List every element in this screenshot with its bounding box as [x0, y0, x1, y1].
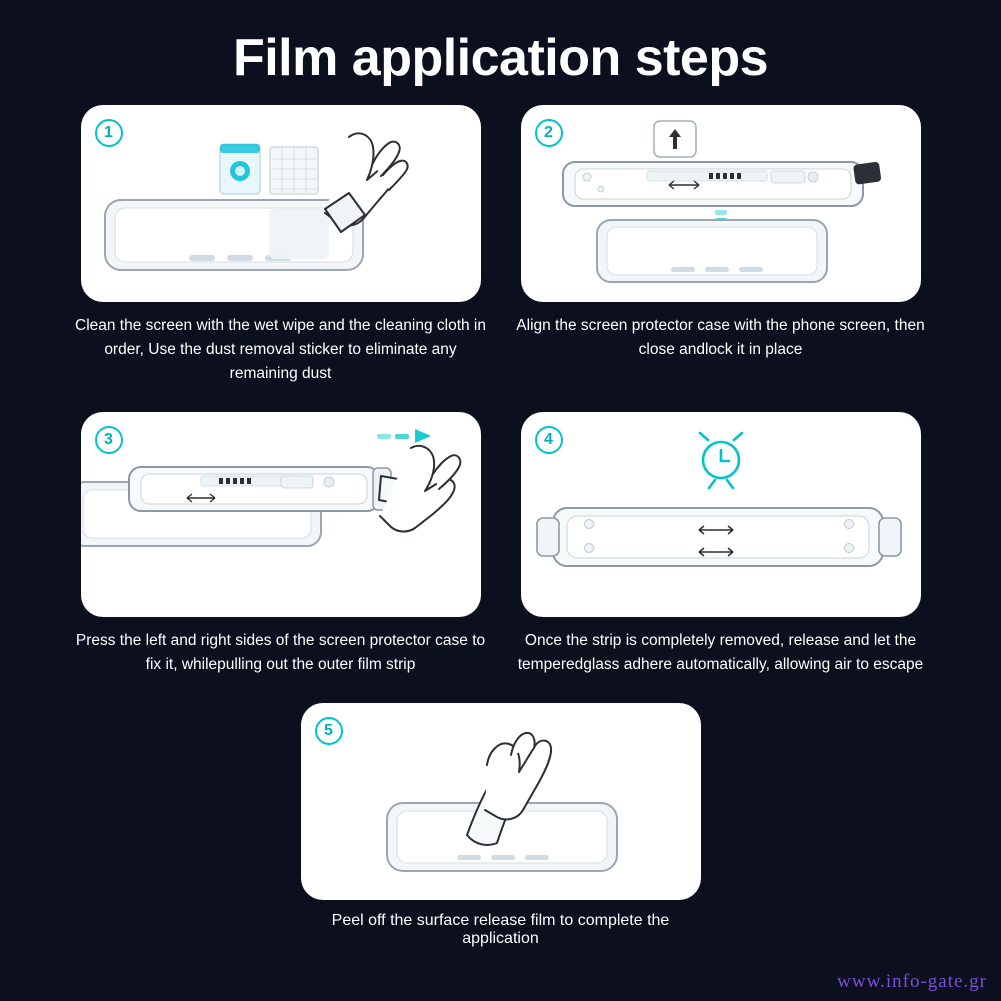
- step-4-caption: Once the strip is completely removed, release and let the temperedglass adhere automatically, allowing air to escape: [517, 632, 924, 674]
- step-1-illustration: [81, 105, 481, 302]
- watermark: www.info-gate.gr: [837, 971, 987, 992]
- step-4-card: [521, 412, 921, 617]
- step-3-caption: Press the left and right sides of the screen protector case to fix it, whilepulling out the outer film strip: [75, 632, 486, 674]
- step-3-illustration: [81, 412, 481, 617]
- steps-row-2: [0, 412, 1001, 677]
- step-4-illustration: [521, 412, 921, 617]
- steps-grid: [0, 105, 1001, 948]
- step-1: [75, 105, 486, 386]
- step-3: [75, 412, 486, 677]
- step-4-number: 4: [535, 426, 563, 454]
- step-2: [516, 105, 925, 386]
- timer-icon: [700, 433, 742, 488]
- step-5-illustration: [301, 703, 701, 900]
- step-1-caption: Clean the screen with the wet wipe and the cleaning cloth in order, Use the dust removal sticker to eliminate any remaining dust: [75, 317, 486, 383]
- page-title: Film application steps: [232, 29, 769, 87]
- step-5-number: 5: [315, 717, 343, 745]
- steps-row-1: [0, 105, 1001, 386]
- step-4: [517, 412, 924, 677]
- step-1-card: [81, 105, 481, 302]
- step-5-card: [301, 703, 701, 900]
- steps-row-3: [0, 703, 1001, 948]
- step-3-number: 3: [95, 426, 123, 454]
- step-5-caption: Peel off the surface release film to complete the application: [331, 912, 670, 948]
- step-2-caption: Align the screen protector case with the phone screen, then close andlock it in place: [516, 317, 925, 359]
- step-2-card: [521, 105, 921, 302]
- step-3-card: [81, 412, 481, 617]
- step-2-number: 2: [535, 119, 563, 147]
- step-2-illustration: [521, 105, 921, 302]
- step-1-number: 1: [95, 119, 123, 147]
- step-5: [301, 703, 701, 948]
